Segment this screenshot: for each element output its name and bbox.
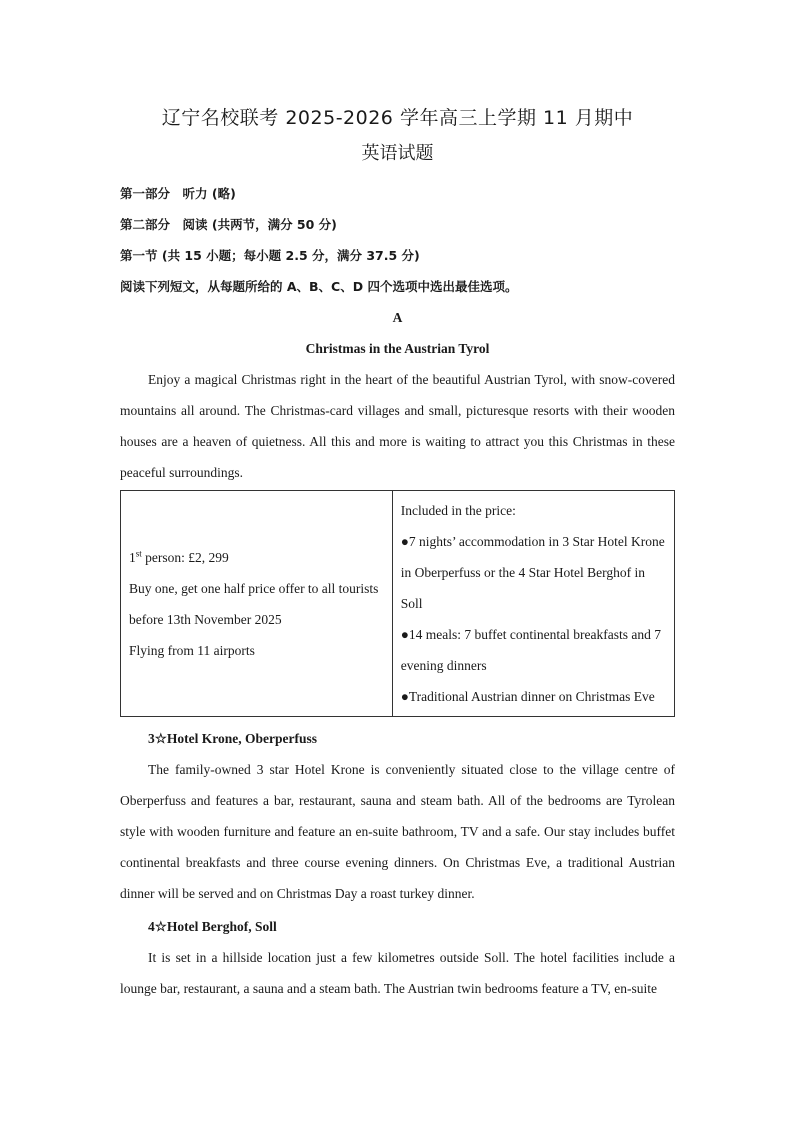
price-cell <box>121 491 393 717</box>
included-item-accommodation: ●7 nights’ accommodation in 3 Star Hotel Krone in Oberperfuss or the 4 Star Hotel Berghof in Soll <box>400 534 665 611</box>
included-heading: Included in the price: <box>400 503 516 518</box>
price-line <box>129 542 384 573</box>
passage-title: Christmas in the Austrian Tyrol <box>305 341 490 356</box>
passage-intro: Enjoy a magical Christmas right in the heart of the beautiful Austrian Tyrol, with snow-covered mountains all around. The Christmas-card villages and small, picturesque resorts with their wooden houses are a heaven of quietness. All this and more is waiting to attract you this Christmas in these peaceful surroundings. <box>120 372 675 480</box>
included-item-dinner: ●Traditional Austrian dinner on Christmas Eve <box>400 689 655 704</box>
flying-text: Flying from 11 airports <box>129 642 255 658</box>
hotel-krone-text: The family-owned 3 star Hotel Krone is conveniently situated close to the village centre of Oberperfuss and features a bar, restaurant, sauna and steam bath. All of the bedrooms are Tyrolean style with wooden furniture and feature an en-suite bathroom, TV and a safe. Our stay includes buffet continental breakfasts and three course evening dinners. On Christmas Eve, a traditional Austrian dinner will be served and on Christmas Day a roast turkey dinner. <box>120 762 675 901</box>
document-content <box>120 100 675 1004</box>
part2-heading: 第二部分 阅读 (共两节，满分 50 分) <box>120 217 337 232</box>
included-item-meals: ●14 meals: 7 buffet continental breakfasts and 7 evening dinners <box>400 627 661 673</box>
exam-subtitle: 英语试题 <box>361 143 434 164</box>
hotel-berghof-text: It is set in a hillside location just a few kilometres outside Soll. The hotel facilities include a lounge bar, restaurant, a sauna and a steam bath. The Austrian twin bedrooms feature a TV, en-suite <box>120 950 675 996</box>
price-prefix: 1 <box>129 549 136 565</box>
offer-table-row <box>121 491 675 717</box>
offer-table <box>120 490 675 717</box>
part1-heading: 第一部分 听力 (略) <box>120 186 236 201</box>
hotel-krone-heading: 3☆Hotel Krone, Oberperfuss <box>148 731 317 746</box>
price-text: person: £2, 299 <box>141 549 229 565</box>
included-cell <box>392 491 674 717</box>
price-superscript: st <box>135 548 142 558</box>
exam-title: 辽宁名校联考 2025-2026 学年高三上学期 11 月期中 <box>161 107 634 129</box>
passage-label: A <box>392 310 403 325</box>
offer-text: Buy one, get one half price offer to all tourists before 13th November 2025 <box>129 580 379 627</box>
hotel-berghof-heading: 4☆Hotel Berghof, Soll <box>148 919 277 934</box>
reading-directions: 阅读下列短文，从每题所给的 A、B、C、D 四个选项中选出最佳选项。 <box>120 279 518 294</box>
section1-heading: 第一节 (共 15 小题；每小题 2.5 分，满分 37.5 分) <box>120 248 420 263</box>
